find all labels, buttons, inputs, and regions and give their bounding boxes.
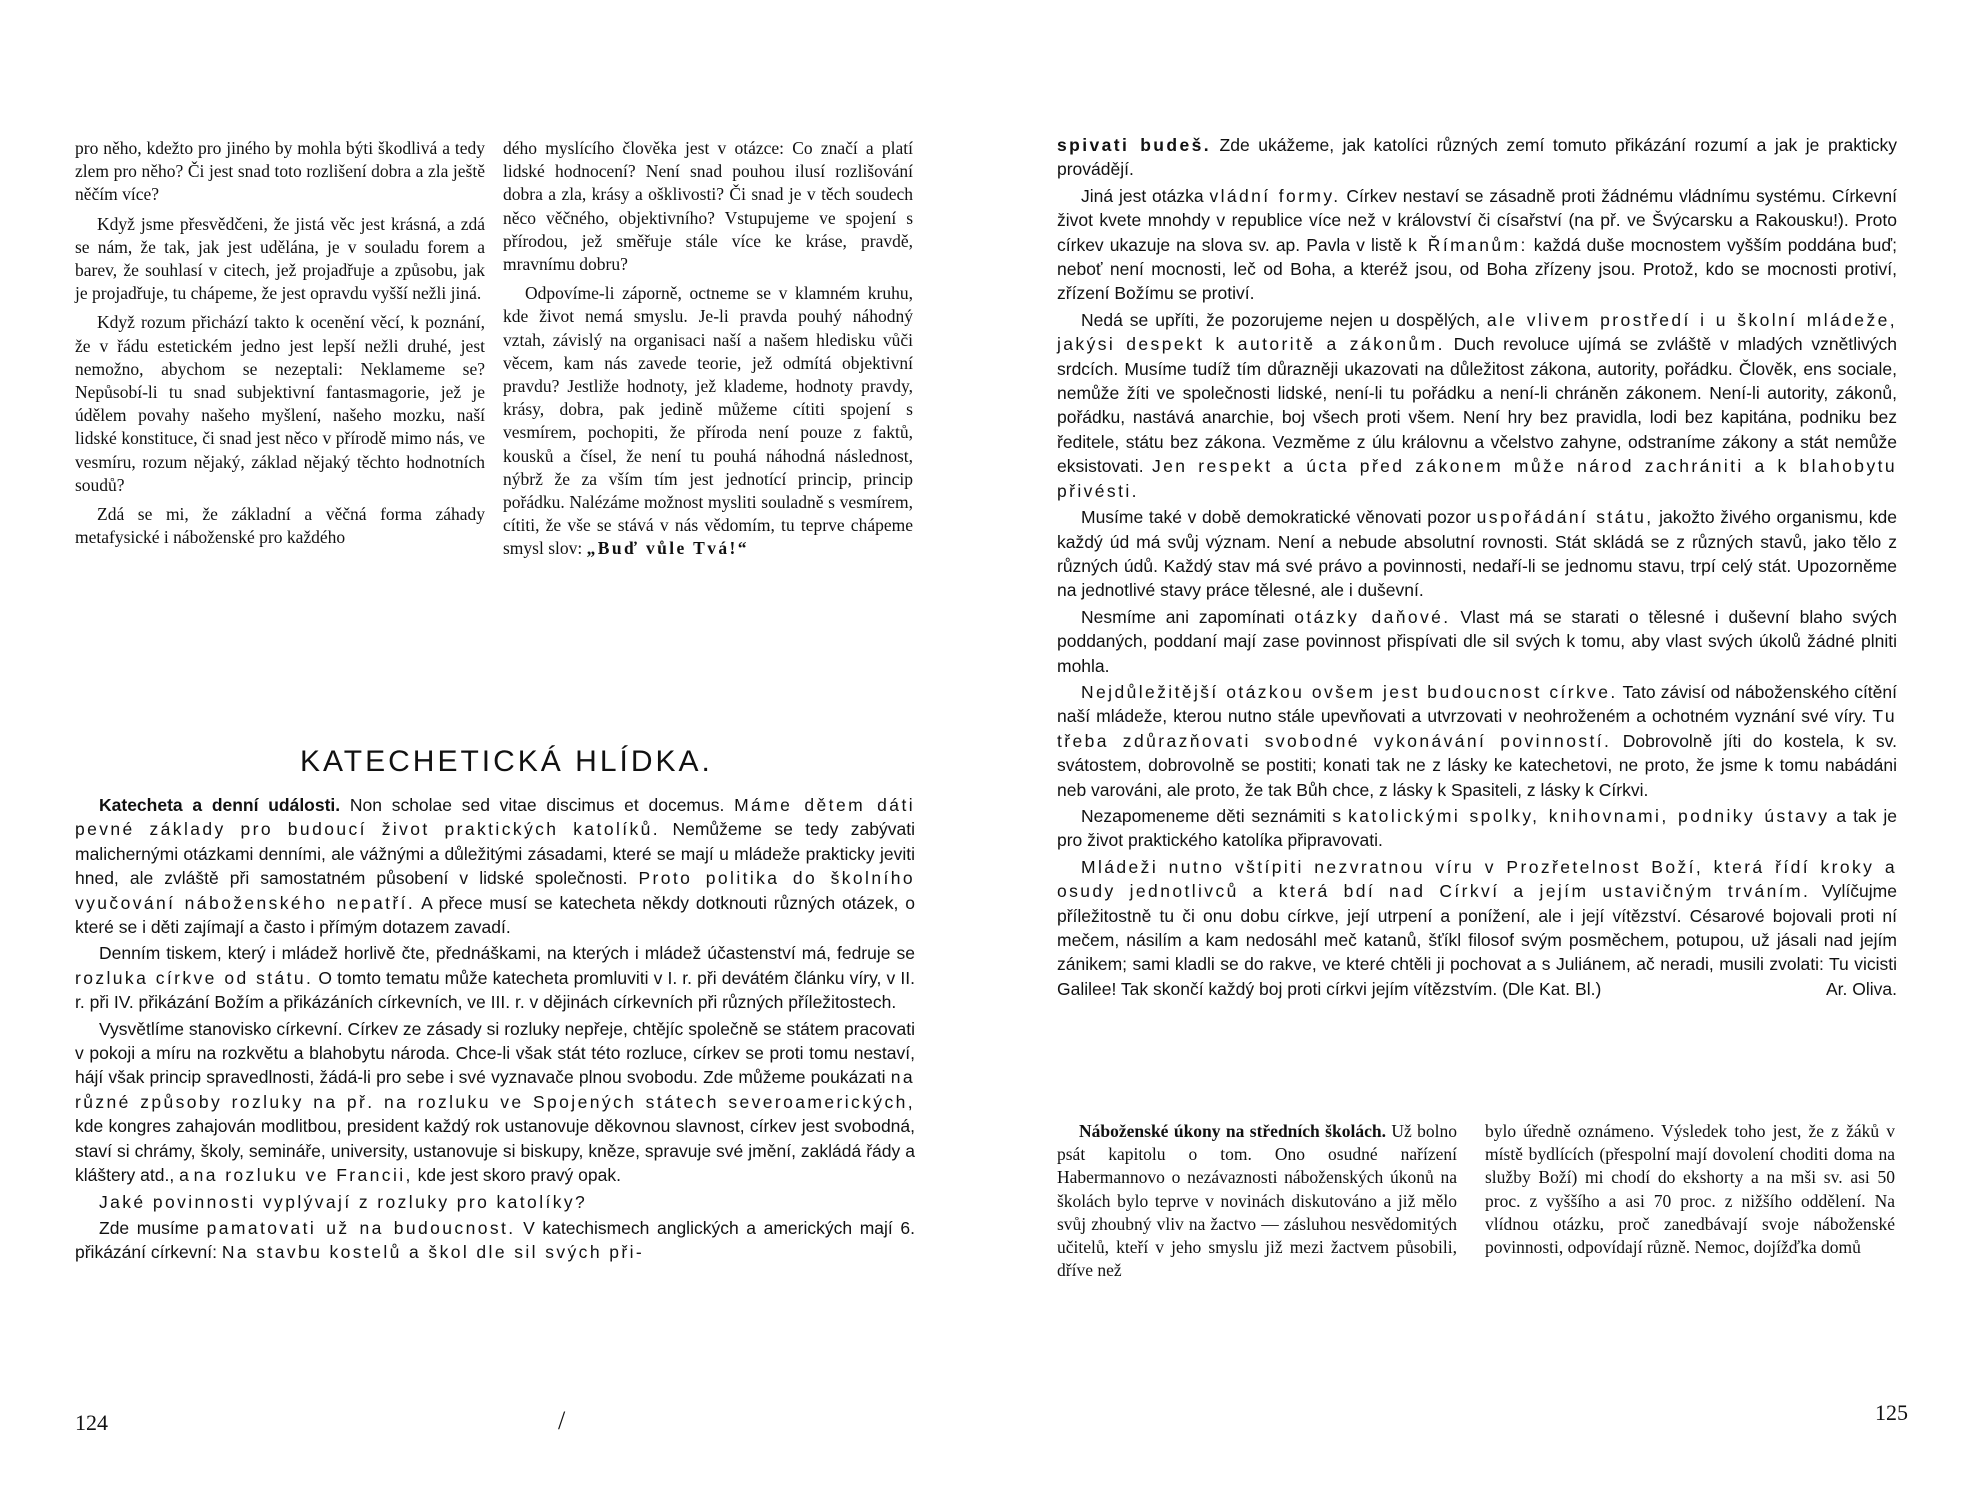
paragraph	[75, 1216, 915, 1265]
text: Církev nestaví se zásadně proti žádnému vládnímu systému. Církevní život kvete mnohdy v republice více než v království či císařství (na př. ve Švýcarsku a Rakousku!). Proto církev ukazuje na slova sv. ap. Pavla v listě	[1057, 185, 1897, 255]
text: O tomto tematu může katecheta promluviti v I. r. při devátém článku víry, v II. r. při IV. přikázání Božím a přikázáních církevních, ve III. r. v dějinách církevních při různých příležitostech.	[75, 967, 915, 1013]
right-body	[1057, 133, 1897, 1003]
paragraph	[1057, 605, 1897, 678]
text: Denním tiskem, který i mládež horlivě čte, přednáškami, na kterých i mládež účastenství má, fedruje se	[99, 943, 915, 964]
text: A přece musí se katecheta někdy dotknouti různých otázek, o které se i děti zajímají a často i přímým dotazem zavadí.	[75, 892, 915, 938]
paragraph: Když jsme přesvědčeni, že jistá věc jest krásná, a zdá se nám, že tak, jak jest udělána, je v souladu forem a barev, že souhlasí v citech, jež projadřuje a způsobu, jak je projadřuje, tu chápeme, že jest opravdu vyšší nežli jiná.	[75, 213, 485, 304]
paragraph	[1057, 1120, 1457, 1282]
left-column-1	[75, 137, 485, 555]
text: Nesmíme ani zapomínati	[1081, 606, 1295, 627]
text: kde kongres zahajován modlitbou, president každý rok ustanovuje děkovnou slavnost, církev jest svobodná, staví si chrámy, školy, semináře, university, ustanovuje si biskupy, kněze, spravuje své jmění, zakládá řády a kláštery atd., a	[75, 1116, 915, 1186]
paragraph	[75, 1190, 915, 1214]
spaced-text: na rozluku ve Francii,	[193, 1165, 413, 1186]
spaced-text: k Římanům:	[1408, 234, 1528, 255]
paragraph	[1057, 804, 1897, 853]
spaced-text: Jaké povinnosti vyplývají z rozluky pro katolíky?	[99, 1191, 588, 1212]
page-number: 125	[1875, 1400, 1908, 1425]
paragraph	[75, 793, 915, 939]
paragraph: Zdá se mi, že základní a věčná forma záhady metafysické i náboženské pro každého	[75, 504, 485, 548]
paragraph	[75, 941, 915, 1014]
margin-mark: /	[558, 1406, 566, 1435]
spaced-text: vládní formy.	[1209, 185, 1341, 206]
spaced-text: Na stavbu kostelů a škol dle sil svých při-	[221, 1242, 645, 1263]
text: Nezapomeneme děti seznámiti s	[1081, 805, 1349, 826]
right-page	[985, 0, 1970, 1500]
paragraph	[1057, 505, 1897, 603]
paragraph	[1057, 680, 1897, 802]
paragraph	[503, 282, 913, 560]
paragraph	[1057, 133, 1897, 182]
text: každá duše mocnostem vyšším poddána buď; neboť není mocnosti, leč od Boha, a kteréž jsou, od Boha zřízeny jsou. Protož, kdo se mocnosti protiví, zřízení Božímu se protiví.	[1057, 234, 1898, 304]
text: Vysvětlíme stanovisko církevní. Církev ze zásady si rozluky nepřeje, chtějíc společně se státem pracovati v pokoji a míru na rozkvětu a blahobytu národa. Chce-li však stát této rozluce, církev se proti tomu nestaví, hájí však princip spravedlnosti, žádá-li pro sebe i své vyznavače plnou svobodu. Zde můžeme poukázati	[75, 1018, 915, 1088]
paragraph: bylo úředně oznámeno. Výsledek toho jest, že z žáků v místě bydlících (přespolní mají dovolení choditi doma na služby Boží) mi chodí do ekshorty a na mši sv. asi 50 proc. z vyššího a asi 70 proc. z nižšího oddělení. Na vlídnou otázku, proč zanedbávají svoje náboženské povinnosti, odpovídají různě. Nemoc, dojížďka domů	[1485, 1121, 1895, 1258]
spaced-text: uspořádání státu,	[1476, 507, 1654, 528]
spaced-text: Tu třeba zdůrazňovati svobodné vykonávání povinností.	[1057, 706, 1897, 751]
text: Vlast má se starati o tělesné i duševní blaho svých poddaných, poddaní mají zase povinnost přispívati dle sil svých k tomu, aby vlast svých úkolů žádné plniti mohla.	[1057, 606, 1897, 676]
spaced-text: ale vlivem prostředí i u školní mládeže, jakýsi despekt k autoritě a zákonům.	[1057, 309, 1897, 355]
paragraph	[1057, 184, 1897, 306]
spaced-text: Proto politika do školního vyučování náboženského nepatří.	[75, 868, 915, 913]
left-column-2	[503, 137, 913, 567]
spaced-text: katolickými spolky, knihovnami, podniky ústavy	[1348, 805, 1830, 826]
text: Musíme také v době demokratické věnovati pozor	[1081, 507, 1477, 528]
paragraph	[75, 1017, 915, 1188]
spaced-text: Jen respekt a úcta před zákonem může národ zachrániti a k blahobytu přivésti.	[1057, 456, 1897, 501]
paragraph: Když rozum přichází takto k ocenění věcí, k poznání, že v řádu estetickém jedno jest lepší nežli druhé, jest nemožno, abychom se nezeptali: Neklameme se? Nepůsobí-li tu snad subjektivní fantasmagorie, jež je údělem povahy našeho myšlení, našeho mozku, naší lidské konstituce, či snad jest něco v přírodě mimo nás, ve vesmíru, rozum nějaký, základ nějaký těchto hodnotních soudů?	[75, 312, 485, 495]
text: Tato závisí od náboženského cítění naší mládeže, kterou nutno stále upevňovati a utvrzovati v neohroženém a ochotném vyznání své víry.	[1057, 681, 1898, 727]
article-body	[75, 793, 915, 1267]
paragraph: dého myslícího člověka jest v otázce: Co značí a platí lidské hodnocení? Není snad pouhou ilusí rozlišování dobra a zla, krásy a ošklivosti? Či snad je v těch soudech něco věčného, objektivního? Vstupujeme ve spojení s přírodou, jež směřuje stále více ke kráse, pravdě, mravnímu dobru?	[503, 138, 913, 275]
spaced-text: otázky daňové.	[1294, 606, 1451, 627]
text: Dobrovolně jíti do kostela, k sv. svátostem, dobrovolně se postiti; konati tak ne z lásky ke katechetovi, ne proto, že jsme k tomu nabádáni neb varováni, ale proto, že tak Bůh chce, z lásky k Spasiteli, z lásky k Církvi.	[1057, 730, 1897, 800]
spaced-text: Máme dětem dáti pevné základy pro budoucí život praktických katolíků.	[75, 795, 915, 840]
paragraph	[1057, 855, 1897, 1001]
article-lead: Náboženské úkony na středních školách.	[1079, 1121, 1386, 1141]
text: Zde musíme	[99, 1217, 207, 1238]
quote-emphasis: „Buď vůle Tvá!“	[586, 538, 749, 559]
text: Jiná jest otázka	[1081, 185, 1210, 206]
spaced-text: Mládeži nutno vštípiti nezvratnou víru v Prozřetelnost Boží, která řídí kroky a osudy jednotlivců a která bdí nad Církví a jejím ustavičným trváním.	[1057, 856, 1897, 902]
author-signature: Ar. Oliva.	[1826, 978, 1897, 999]
article-lead: Katecheta a denní události.	[99, 795, 341, 815]
text: Nedá se upříti, že pozorujeme nejen u dospělých,	[1081, 309, 1487, 330]
text: Nemůžeme se tedy zabývati malichernými otázkami denními, ale vážnými a důležitými zásadami, které se mají u mládeže prakticky jeviti hned, ale zvláště při samostatném působení v lidské společnosti.	[75, 819, 915, 889]
text: Už bolno psát kapitolu o tom. Ono osudné nařízení Habermannovo o nezávaznosti náboženských úkonů na školách bylo teprve v novinách diskutováno a již mělo svůj zhoubný vliv na žactvo — zásluhou nesvědomitých učitelů, kteří v jeho smyslu již mezi žactvem působili, dříve než	[1057, 1121, 1457, 1281]
section-heading: KATECHETICKÁ HLÍDKA.	[300, 745, 713, 778]
spaced-text: na různé způsoby rozluky na př. na rozluku ve Spojených státech severoamerických,	[75, 1067, 915, 1112]
text: a tak je pro život praktického katolíka připravovati.	[1057, 805, 1897, 851]
spaced-text: spivati budeš.	[1057, 135, 1211, 155]
spaced-text: pamatovati už na budoucnost.	[206, 1217, 516, 1238]
text: Duch revoluce ujímá se zvláště v mladých vznětlivých srdcích. Musíme tudíž tím důrazněji ukazovati na důležitost zákona, autority, pořádku. Člověk, ens sociale, nemůže žíti ve společnosti lidské, není-li tu pořádku a není-li chráněn zákonem. Není-li autority, zákonů, pořádku, nastává anarchie, boj všech proti všem. Není hry bez pravidla, lodi bez kapitána, podniku bez ředitele, státu bez zákona. Vezměme z úlu královnu a včelstvo zahyne, odstraníme zákony a stát nemůže eksistovati.	[1057, 334, 1897, 477]
text: Vylíčujme příležitostně tu či onu dobu církve, její utrpení a ponížení, ale i její vítězství. Césarové bojovali proti ní mečem, násilím a kam nedosáhl meč katanů, šťíkl filosof svým posměchem, potupou, už jásali nad jejím zánikem; sami kladli se do rakve, ve které chtěli ji pochovat a s Juliánem, ač neradi, musili zvolati: Tu vicisti Galilee! Tak skončí každý boj proti církvi jejím vítězstvím. (Dle Kat. Bl.)	[1057, 881, 1897, 999]
paragraph	[1057, 308, 1897, 503]
spaced-text: Nejdůležitější otázkou ovšem jest budoucnost církve.	[1081, 681, 1618, 702]
text: Non scholae sed vitae discimus et docemus.	[340, 795, 735, 815]
page-number: 124	[75, 1410, 108, 1435]
paragraph-text: Odpovíme-li záporně, octneme se v klamném kruhu, kde život nemá smyslu. Je-li pravda pouhý náhodný vztah, závislý na organisaci naší a našem hledisku vůči věcem, kam nás zavede teorie, jež odmítá objektivní pravdu? Jestliže hodnoty, jež klademe, hodnoty pravdy, krásy, dobra, pak jedině můžeme cítiti spojení s vesmírem, pochopiti, že příroda není pouze z faktů, kousků a čísel, že není tu pouhá náhodná následnost, nýbrž že za vším tím jest jednotící princip, princip pořádku. Nalézáme možnost mysliti souladně s vesmírem, cítiti, že vše se stává v nás vědomím, tu teprve chápeme smysl slov:	[503, 283, 913, 559]
right-column-1	[1057, 1120, 1457, 1288]
paragraph: pro něho, kdežto pro jiného by mohla býti škodlivá a tedy zlem pro něho? Či jest snad toto rozlišení dobra a zla ještě něčím více?	[75, 138, 485, 205]
text: V katechismech anglických a amerických mají 6. přikázání církevní:	[75, 1217, 915, 1263]
text: kde jest skoro pravý opak.	[412, 1165, 621, 1186]
right-column-2	[1485, 1120, 1895, 1265]
text: jakožto živého organismu, kde každý úd má svůj význam. Není a nebude absolutní rovnosti. Stát skládá se z různých stavů, jako tělo z různých údů. Každý stav má své právo a povinnosti, nedaří-li se jednomu stavu, trpí celý stát. Upozorněme na jednotlivé stavy práce tělesné, ale i duševní.	[1057, 507, 1897, 601]
text: Zde ukážeme, jak katolíci různých zemí tomuto přikázání rozumí a jak je prakticky provádějí.	[1057, 135, 1897, 180]
spaced-text: rozluka církve od státu.	[75, 967, 314, 988]
